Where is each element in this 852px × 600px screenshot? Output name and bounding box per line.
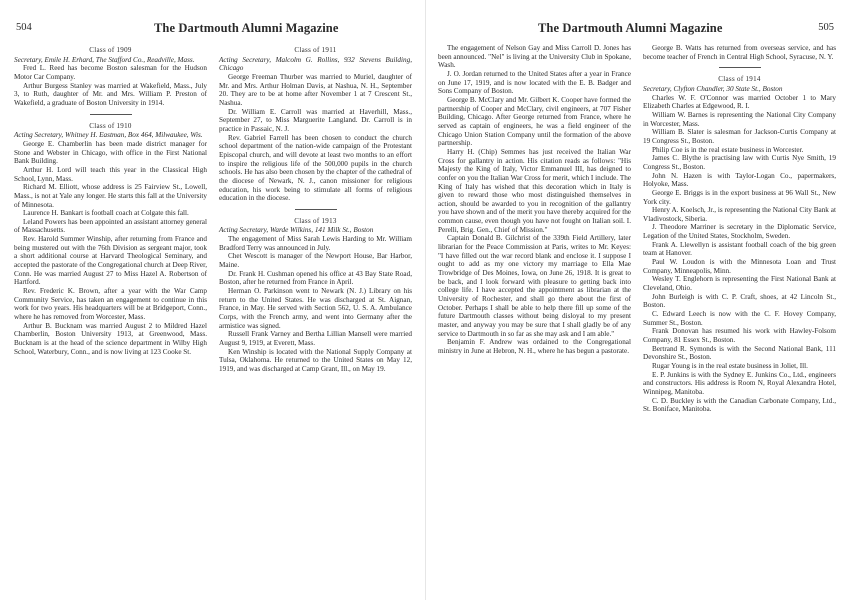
class-note-paragraph: Russell Frank Varney and Bertha Lillian Mansell were married August 9, 1919, at Everett, Mass.	[219, 330, 412, 347]
right-page-header	[438, 22, 838, 38]
left-page-header	[14, 22, 412, 38]
class-note-paragraph: George E. Briggs is in the export business at 96 Wall St., New York city.	[643, 188, 836, 206]
class-notes-1914	[643, 94, 836, 414]
right-page-column-1	[438, 44, 631, 414]
class-note-paragraph: John N. Hazen is with Taylor-Logan Co., papermakers, Holyoke, Mass.	[643, 171, 836, 189]
class-note-paragraph: George Freeman Thurber was married to Muriel, daughter of Mr. and Mrs. Arthur Holman Davis, at Nashua, N. H., September 20. They are to be at home after November 1 at 7 Crescent St., Nashua.	[219, 72, 412, 107]
class-note-paragraph: Arthur Burgess Stanley was married at Wakefield, Mass., July 3, to Ruth, daughter of Mr. and Mrs. William P. Preston of Wakefield, a graduate of Boston University in 1914.	[14, 81, 207, 107]
class-note-paragraph: Arthur B. Bucknam was married August 2 to Mildred Hazel Chamberlin, Boston University 1913, at Greenwood, Mass. Bucknam is at the head of the science department in Wilby High School, Waterbury, Conn., and is now living at 123 Cooke St.	[14, 321, 207, 356]
class-note-paragraph: Wesley T. Englehorn is representing the First National Bank at Cleveland, Ohio.	[643, 275, 836, 293]
class-note-paragraph: George E. Chamberlin has been made district manager for Stone and Webster in Chicago, with office in the First National Bank Building.	[14, 139, 207, 166]
class-note-paragraph: Paul W. Loudon is with the Minnesota Loan and Trust Company, Minneapolis, Minn.	[643, 258, 836, 275]
class-notes-1911	[219, 73, 412, 203]
class-note-paragraph: Herman O. Parkinson went to Newark (N. J.) Library on his return to the United States. He was discharged at St. Aignan, France, in May. He served with Section 562, U. S. A. Ambulance Corps, with the French army, and went into Germany after the armistice was signed.	[219, 287, 412, 330]
class-notes-1913-continued	[438, 44, 631, 356]
class-note-paragraph: Chet Wescott is manager of the Newport House, Bar Harbor, Maine.	[219, 252, 412, 270]
class-secretary-1913: Acting Secretary, Warde Wilkins, 141 Milk St., Boston	[219, 226, 374, 235]
class-note-paragraph: John Burleigh is with C. P. Craft, shoes, at 42 Lincoln St., Boston.	[643, 292, 836, 310]
class-notes-1910	[14, 140, 207, 356]
class-note-paragraph: Leland Powers has been appointed an assistant attorney general of Massachusetts.	[14, 217, 207, 235]
right-page-column-2	[643, 44, 836, 414]
class-note-paragraph: Bertrand R. Symonds is with the Second National Bank, 111 Devonshire St., Boston.	[643, 344, 836, 362]
class-secretary-1911: Acting Secretary, Malcolm G. Rollins, 932 Stevens Building, Chicago	[219, 55, 412, 73]
class-note-paragraph: Captain Donald B. Gilchrist of the 339th Field Artillery, later librarian for the Peace Commission at Paris, writes to Mr. Keyes: "I have filled out the war record blank and enclose it. I suppose I ought to add as my one victory my marriage to Ella Mae Trowbridge of Des Moines, Iowa, on June 26, 1918. It is great to be back, and I look forward with pleasure to getting back into college life. I have accepted the appointment as librarian at the University of Rochester, and shall go there about the first of October. Perhaps I shall be able to help there fill up some of the future Dartmouth classes without being disloyal to my present master, and anyway you may be sure that I shall gladly be of any service to Dartmouth in so far as she may ask and I am able."	[438, 234, 631, 338]
class-note-paragraph: C. D. Buckley is with the Canadian Carbonate Company, Ltd., St. Boniface, Manitoba.	[643, 396, 836, 414]
class-note-paragraph: The engagement of Miss Sarah Lewis Harding to Mr. William Bradford Terry was announced in July.	[219, 235, 412, 252]
class-note-paragraph: William B. Slater is salesman for Jackson-Curtis Company at 19 Congress St., Boston.	[643, 128, 836, 145]
class-note-paragraph: Rev. Harold Summer Winship, after returning from France and being mustered out with the 76th Division as sergeant major, took a short additional course at Harvard Theological Seminary, and accepted the pastorate of the Congregational church at Deep River, Conn. He was married August 27 to Miss Hazel A. Robertson of Hartford.	[14, 235, 207, 287]
left-page-column-1	[14, 44, 207, 374]
class-note-paragraph: E. P. Junkins is with the Sydney E. Junkins Co., Ltd., engineers and constructors. His address is Room N, Royal Alexandra Hotel, Winnipeg, Manitoba.	[643, 370, 836, 396]
class-note-paragraph: Ken Winship is located with the National Supply Company at Tulsa, Oklahoma. He returned to the United States on May 12, 1919, and was discharged at Camp Grant, Ill., on May 19.	[219, 347, 412, 373]
class-note-paragraph: Charles W. F. O'Connor was married October 1 to Mary Elizabeth Charles at Edgewood, R. I.	[643, 93, 836, 111]
left-page-column-2	[219, 44, 412, 374]
class-note-paragraph: Harry H. (Chip) Semmes has just received the Italian War Cross for gallantry in action. His citation reads as follows: "His Majesty the King of Italy, Victor Emmanuel III, has deigned to confer on you the Italian War Cross for merit, which I include. The King of Italy has wished that this decoration which in Italy is given to reward those who most distinguished themselves in action, should be awarded to you in recognition of the gallantry you have shown and of the merit you have thereby acquired for the common cause, even though you have not fought on Italian soil. I. Perelli, Brig. Gen., Chief of Mission."	[438, 147, 631, 234]
class-note-paragraph: Benjamin F. Andrew was ordained to the Congregational ministry in June at Hebron, N. H., where he has begun a pastorate.	[438, 338, 631, 355]
class-note-paragraph: Frank A. Llewellyn is assistant football coach of the big green team at Hanover.	[643, 240, 836, 258]
section-divider	[295, 209, 337, 210]
class-secretary-1914: Secretary, Clyfton Chandler, 30 State St., Boston	[643, 84, 783, 93]
class-note-paragraph: Frank Donovan has resumed his work with Hawley-Folsom Company, 81 Essex St., Boston.	[643, 327, 836, 344]
class-secretary-1909: Secretary, Emile H. Erhard, The Stafford Co., Readville, Mass.	[14, 55, 195, 64]
right-page	[426, 0, 852, 600]
class-heading-1910: Class of 1910	[89, 121, 132, 130]
class-notes-1909	[14, 64, 207, 107]
section-divider	[90, 114, 132, 115]
class-heading-1911: Class of 1911	[294, 46, 337, 54]
class-note-paragraph: The engagement of Nelson Gay and Miss Carroll D. Jones has been announced. "Nel" is living at the University Club in Spokane, Wash.	[438, 44, 631, 70]
class-note-intro: George B. Watts has returned from overseas service, and has become teacher of French in Central High School, Syracuse, N. Y.	[643, 44, 836, 61]
class-secretary-1910: Acting Secretary, Whitney H. Eastman, Box 464, Milwaukee, Wis.	[14, 131, 203, 140]
class-note-paragraph: J. O. Jordan returned to the United States after a year in France on June 17, 1919, and is now located with the E. B. Badger and Sons Company of Boston.	[438, 69, 631, 96]
class-note-paragraph: Rev. Gabriel Farrell has been chosen to conduct the church school department of the nation-wide campaign of the Protestant Episcopal church, and will devote at least two months to an effort to inspire the religious life of the 500,000 pupils in the church schools. He has also been chosen by the chapter of the cathedral of the diocese of Newark, N. J., canon missioner for religious education, his work being to stimulate all forms of religious education in the diocese.	[219, 133, 412, 203]
class-note-paragraph: William W. Barnes is representing the National City Company in Worcester, Mass.	[643, 110, 836, 128]
class-note-paragraph: Dr. Frank H. Cushman opened his office at 43 Bay State Road, Boston, after he returned from France in April.	[219, 269, 412, 287]
class-note-paragraph: Dr. William E. Carroll was married at Haverhill, Mass., September 27, to Miss Marguerite Langland. Dr. Carroll is in practice in Passaic, N. J.	[219, 107, 412, 133]
class-notes-1913	[219, 235, 412, 374]
class-note-paragraph: Rugar Young is in the real estate business in Joliet, Ill.	[652, 361, 808, 370]
magazine-title: The Dartmouth Alumni Magazine	[154, 21, 339, 35]
class-note-paragraph: Henry A. Koelsch, Jr., is representing the National City Bank at Vladivostock, Siberia.	[643, 206, 836, 223]
page-number: 505	[818, 22, 834, 33]
section-divider	[719, 67, 761, 68]
class-heading-1914: Class of 1914	[718, 75, 761, 84]
class-note-paragraph: Philip Coe is in the real estate business in Worcester.	[652, 145, 804, 154]
class-note-paragraph: J. Theodore Marriner is secretary in the Diplomatic Service, Legation of the United States, Stockholm, Sweden.	[643, 223, 836, 241]
magazine-title: The Dartmouth Alumni Magazine	[538, 21, 723, 35]
class-heading-1909: Class of 1909	[89, 46, 132, 54]
class-note-paragraph: C. Edward Leech is now with the C. F. Hovey Company, Summer St., Boston.	[643, 310, 836, 327]
class-note-paragraph: Fred L. Reed has become Boston salesman for the Hudson Motor Car Company.	[14, 64, 207, 81]
class-heading-1913: Class of 1913	[294, 216, 337, 225]
right-page-columns	[438, 44, 838, 414]
page-number: 504	[16, 22, 32, 33]
class-note-paragraph: James C. Blythe is practising law with Curtis Nye Smith, 19 Congress St., Boston.	[643, 154, 836, 171]
class-note-paragraph: Richard M. Elliott, whose address is 25 Fairview St., Lowell, Mass., is not at Yale any longer. He starts this fall at the University of Minnesota.	[14, 183, 207, 209]
class-note-paragraph: George B. McClary and Mr. Gilbert K. Cooper have formed the partnership of Cooper and McClary, civil engineers, at 707 Fisher Building, Chicago. After George returned from France, where he served as captain of engineers, he was a field engineer of the Chicago Union Station Company until the formation of the above partnership.	[438, 95, 631, 148]
class-note-paragraph: Laurence H. Bankart is football coach at Colgate this fall.	[23, 209, 189, 218]
class-note-paragraph: Arthur H. Lord will teach this year in the Classical High School, Lynn, Mass.	[14, 165, 207, 183]
left-page-columns	[14, 44, 412, 374]
class-note-paragraph: Rev. Frederic K. Brown, after a year with the War Camp Community Service, has taken an engagement to continue in this work for two years. His headquarters will be at Bridgeport, Conn., where he has removed from Worcester, Mass.	[14, 287, 207, 322]
